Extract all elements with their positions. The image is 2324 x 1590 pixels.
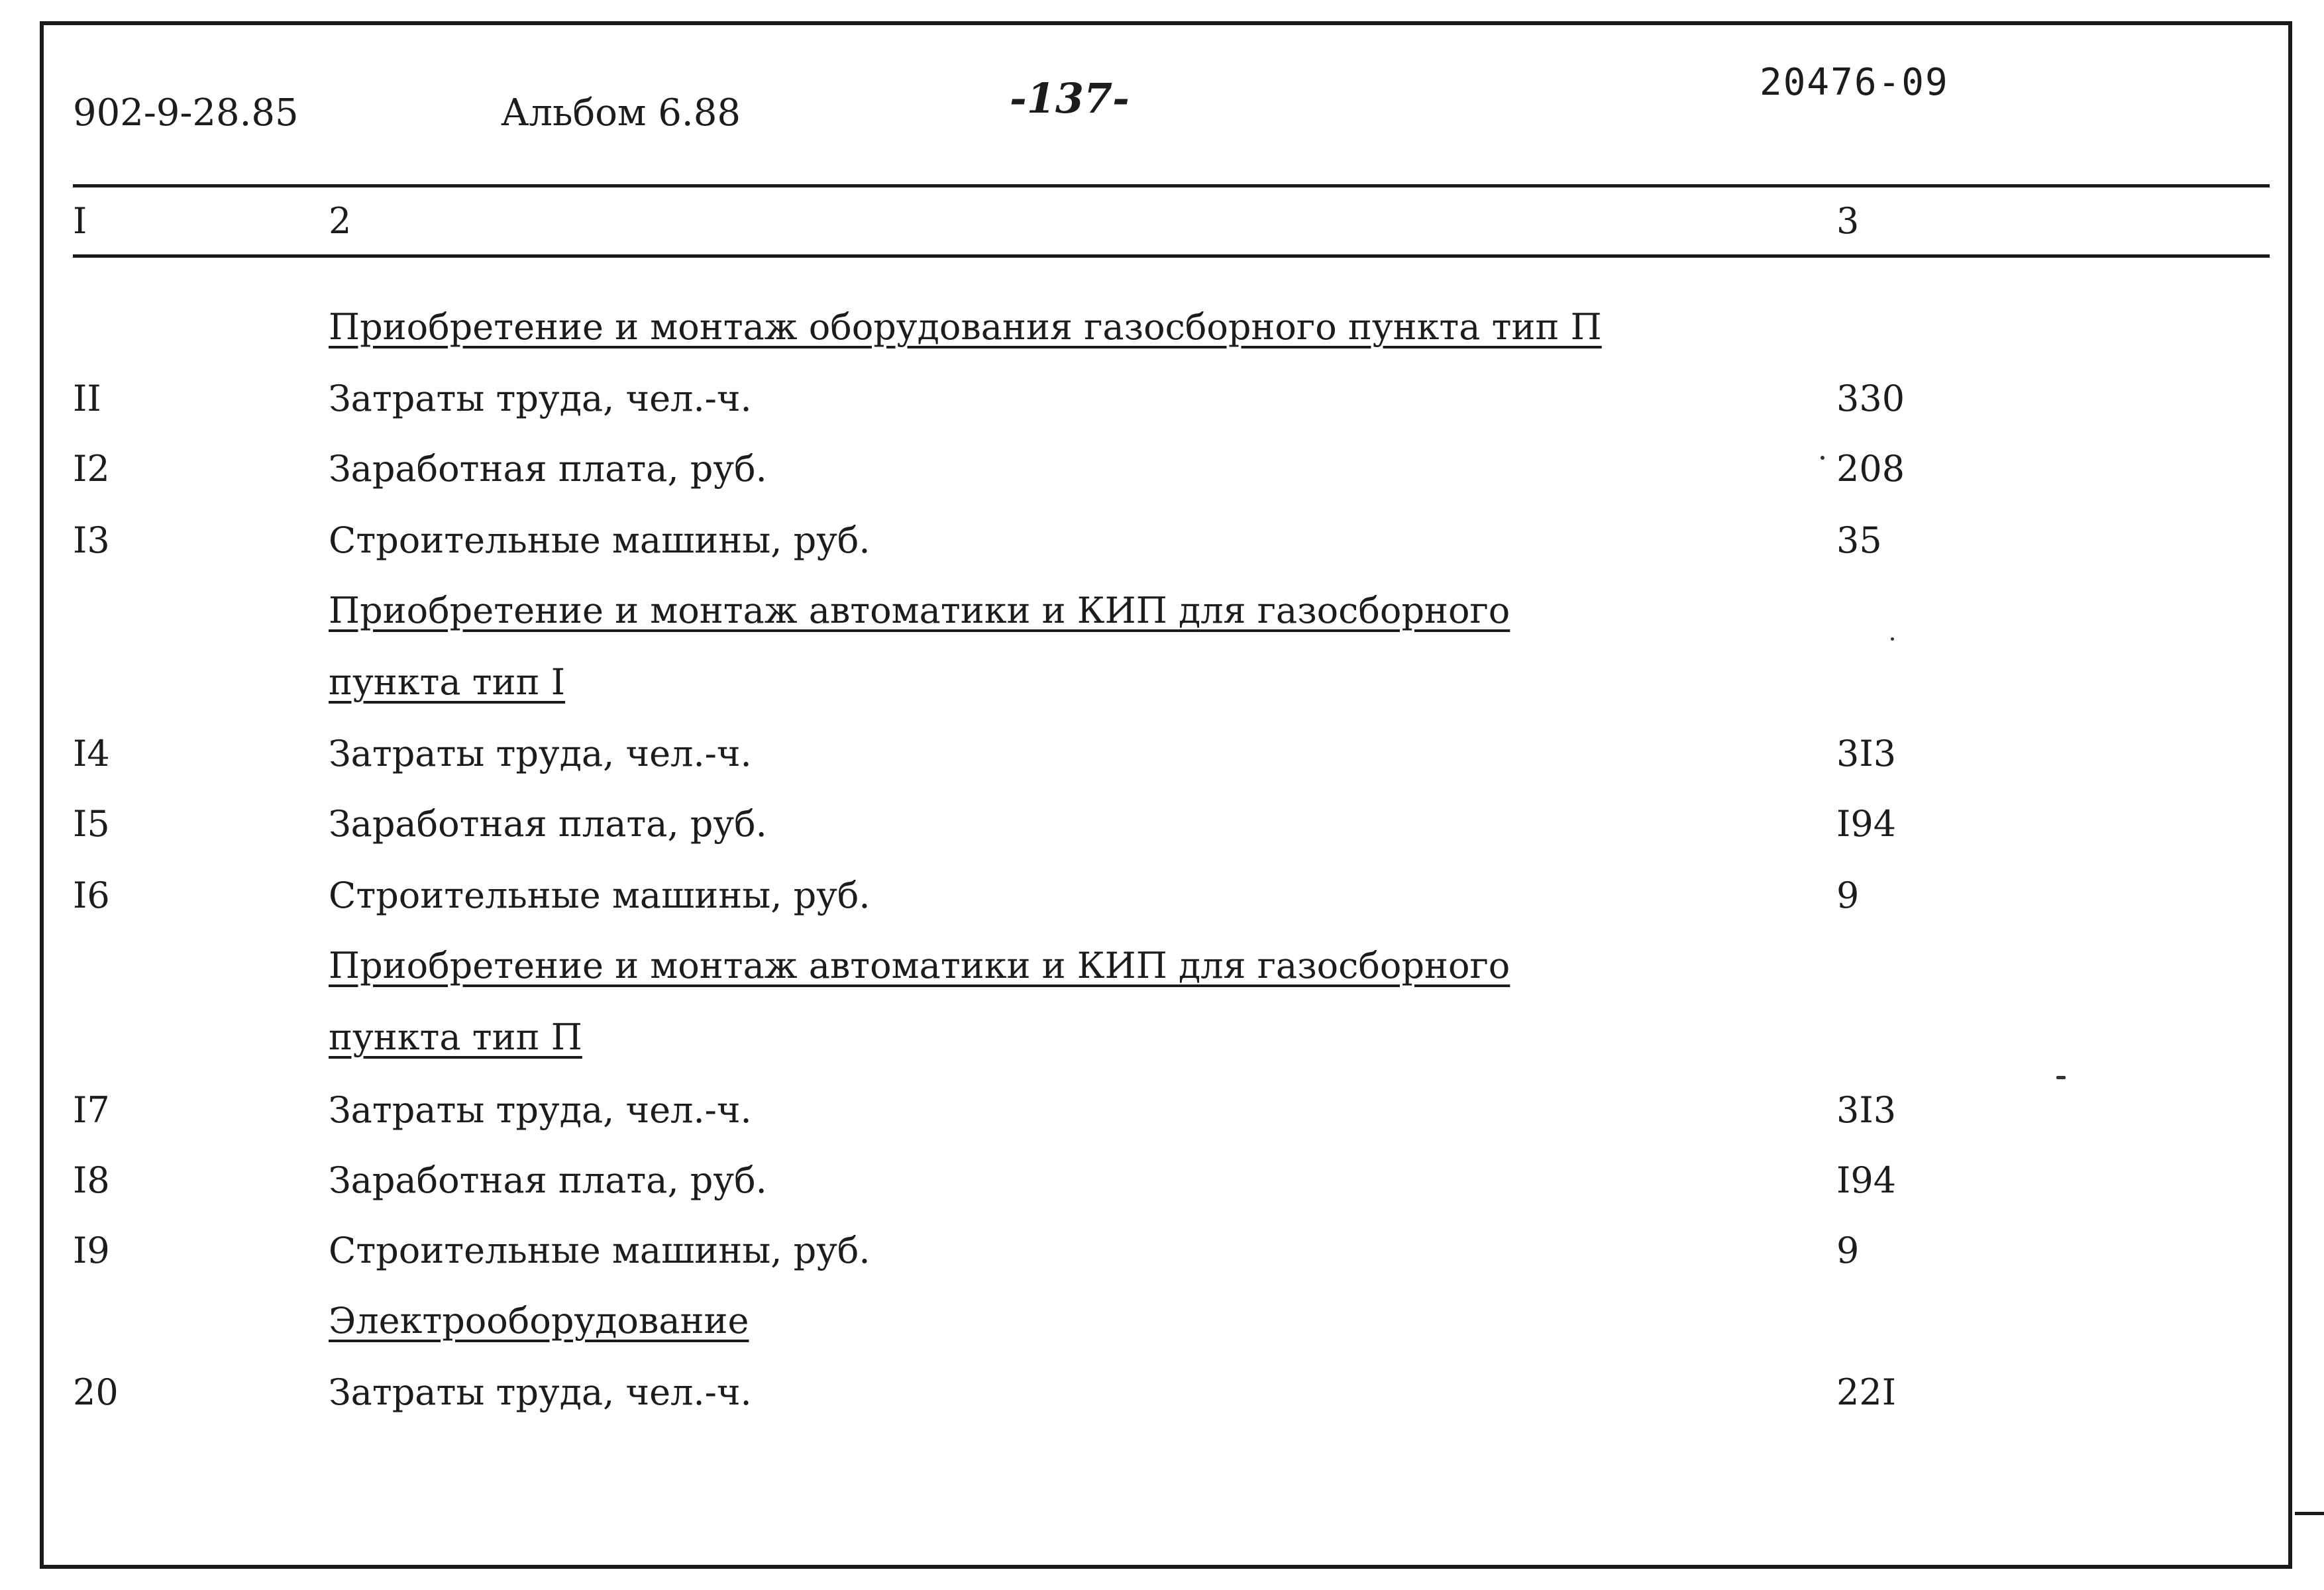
row-description: Затраты труда, чел.-ч. xyxy=(329,1371,752,1413)
row-number: I6 xyxy=(73,874,110,916)
table-row xyxy=(73,519,2226,586)
row-description: Затраты труда, чел.-ч. xyxy=(329,378,752,419)
row-description: Заработная плата, руб. xyxy=(329,803,767,845)
table-row xyxy=(73,378,2226,444)
scan-speck xyxy=(1891,637,1894,641)
row-value: 330 xyxy=(1836,378,1905,419)
section-title-automation-type-1-line2: пункта тип I xyxy=(329,661,566,703)
column-header-1: I xyxy=(73,200,87,242)
row-number: I3 xyxy=(73,519,110,561)
row-value: 9 xyxy=(1836,874,1860,916)
table-row xyxy=(73,1230,2226,1296)
edge-mark xyxy=(2295,1512,2324,1515)
doc-code: 902-9-28.85 xyxy=(73,91,299,134)
row-description: Строительные машины, руб. xyxy=(329,874,871,916)
table-row xyxy=(73,1371,2226,1438)
row-value: I94 xyxy=(1836,803,1897,845)
page-number: -137- xyxy=(1010,74,1130,123)
section-title-electrical-equipment: Электрооборудование xyxy=(329,1300,749,1342)
row-number: I2 xyxy=(73,448,110,490)
row-number: I8 xyxy=(73,1159,110,1201)
row-value: 22I xyxy=(1836,1371,1897,1413)
scan-speck xyxy=(2056,1076,2066,1079)
column-header-3: 3 xyxy=(1836,200,1860,242)
section-title-equipment-type-2: Приобретение и монтаж оборудования газосборного пункта тип П xyxy=(329,306,1602,348)
row-value: I94 xyxy=(1836,1159,1897,1201)
scan-speck xyxy=(1821,456,1824,460)
row-description: Заработная плата, руб. xyxy=(329,448,767,490)
row-value: 35 xyxy=(1836,519,1882,561)
section-title-automation-type-2-line1: Приобретение и монтаж автоматики и КИП для газосборного xyxy=(329,945,1510,986)
row-number: I9 xyxy=(73,1230,110,1271)
row-number: I5 xyxy=(73,803,110,845)
row-number: 20 xyxy=(73,1371,119,1413)
row-number: I4 xyxy=(73,733,110,774)
row-number: I7 xyxy=(73,1089,110,1131)
album-label: Альбом 6.88 xyxy=(501,91,741,134)
row-value: 3I3 xyxy=(1836,1089,1897,1131)
row-value: 9 xyxy=(1836,1230,1860,1271)
section-title-automation-type-1-line1: Приобретение и монтаж автоматики и КИП для газосборного xyxy=(329,590,1510,631)
table-row xyxy=(73,448,2226,514)
row-value: 208 xyxy=(1836,448,1905,490)
table-row xyxy=(73,1089,2226,1155)
table-row xyxy=(73,1159,2226,1226)
column-header-2: 2 xyxy=(329,200,352,242)
header-top-rule xyxy=(73,184,2270,187)
row-description: Заработная плата, руб. xyxy=(329,1159,767,1201)
inventory-number: 20476-09 xyxy=(1760,61,1949,104)
row-number: II xyxy=(73,378,101,419)
row-description: Затраты труда, чел.-ч. xyxy=(329,1089,752,1131)
row-description: Строительные машины, руб. xyxy=(329,519,871,561)
header-bottom-rule xyxy=(73,254,2270,258)
table-row xyxy=(73,874,2226,941)
section-title-automation-type-2-line2: пункта тип П xyxy=(329,1016,582,1058)
row-description: Затраты труда, чел.-ч. xyxy=(329,733,752,774)
table-row xyxy=(73,803,2226,869)
table-row xyxy=(73,733,2226,799)
row-description: Строительные машины, руб. xyxy=(329,1230,871,1271)
row-value: 3I3 xyxy=(1836,733,1897,774)
